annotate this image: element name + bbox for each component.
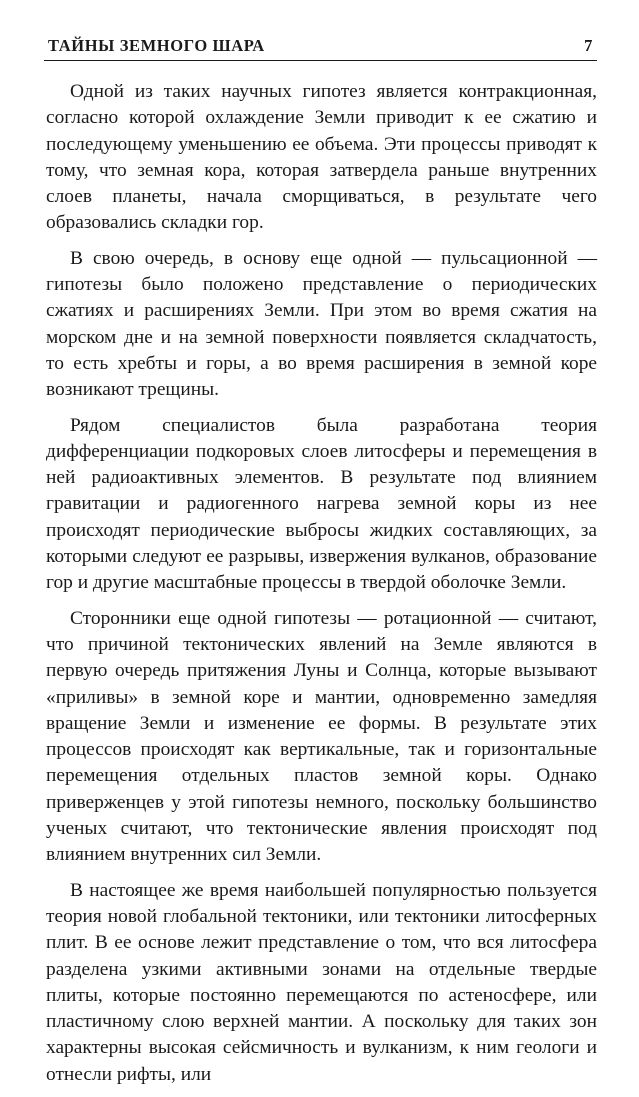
running-header xyxy=(44,36,597,61)
book-page xyxy=(44,36,597,1097)
paragraph-contraction-hypothesis: Одной из таких научных гипотез является контракционная, согласно которой охлаждение Земли приводит к ее сжатию и последующему уменьшению ее объема. Эти процессы приводят к тому, что земная кора, которая затвердела раньше внутренних слоев планеты, начала сморщиваться, в результате чего образовались складки гор. xyxy=(46,81,597,234)
body-text xyxy=(44,79,597,1088)
paragraph-plate-tectonics: В настоящее же время наибольшей популярностью пользуется теория новой глобальной тектоники, или тектоники литосферных плит. В ее основе лежит представление о том, что вся литосфера разделена узкими активными зонами на отдельные твердые плиты, которые постоянно перемещаются по астеносфере, или пластичному слою верхней мантии. А поскольку для таких зон характерны высокая сейсмичность и вулканизм, к ним геологи и отнесли рифты, или xyxy=(46,879,597,1085)
paragraph-pulsation-hypothesis: В свою очередь, в основу еще одной — пульсационной — гипотезы было положено представление о периодических сжатиях и расширениях Земли. При этом во время сжатия на морском дне и на земной поверхности появляется складчатость, то есть хребты и горы, а во время расширения в земной коре возникают трещины. xyxy=(46,247,597,401)
page-number: 7 xyxy=(584,36,593,55)
paragraph-differentiation-theory: Рядом специалистов была разработана теория дифференциации подкоровых слоев литосферы и перемещения в ней радиоактивных элементов. В результате под влиянием гравитации и радиогенного нагрева земной коры из нее происходят периодические выбросы жидких составляющих, за которыми следуют ее разрывы, извержения вулканов, образование гор и другие масштабные процессы в твердой оболочке Земли. xyxy=(46,414,597,594)
paragraph-rotation-hypothesis: Сторонники еще одной гипотезы — ротационной — считают, что причиной тектонических явлений на Земле являются в первую очередь притяжения Луны и Солнца, которые вызывают «приливы» в земной коре и мантии, одновременно замедляя вращение Земли и изменение ее формы. В результате этих процессов происходят как вертикальные, так и горизонтальные перемещения отдельных пластов земной коры. Однако приверженцев у этой гипотезы немного, поскольку большинство ученых считают, что тектонические явления происходят под влиянием внутренних сил Земли. xyxy=(46,607,597,866)
running-header-title: ТАЙНЫ ЗЕМНОГО ШАРА xyxy=(48,36,265,55)
